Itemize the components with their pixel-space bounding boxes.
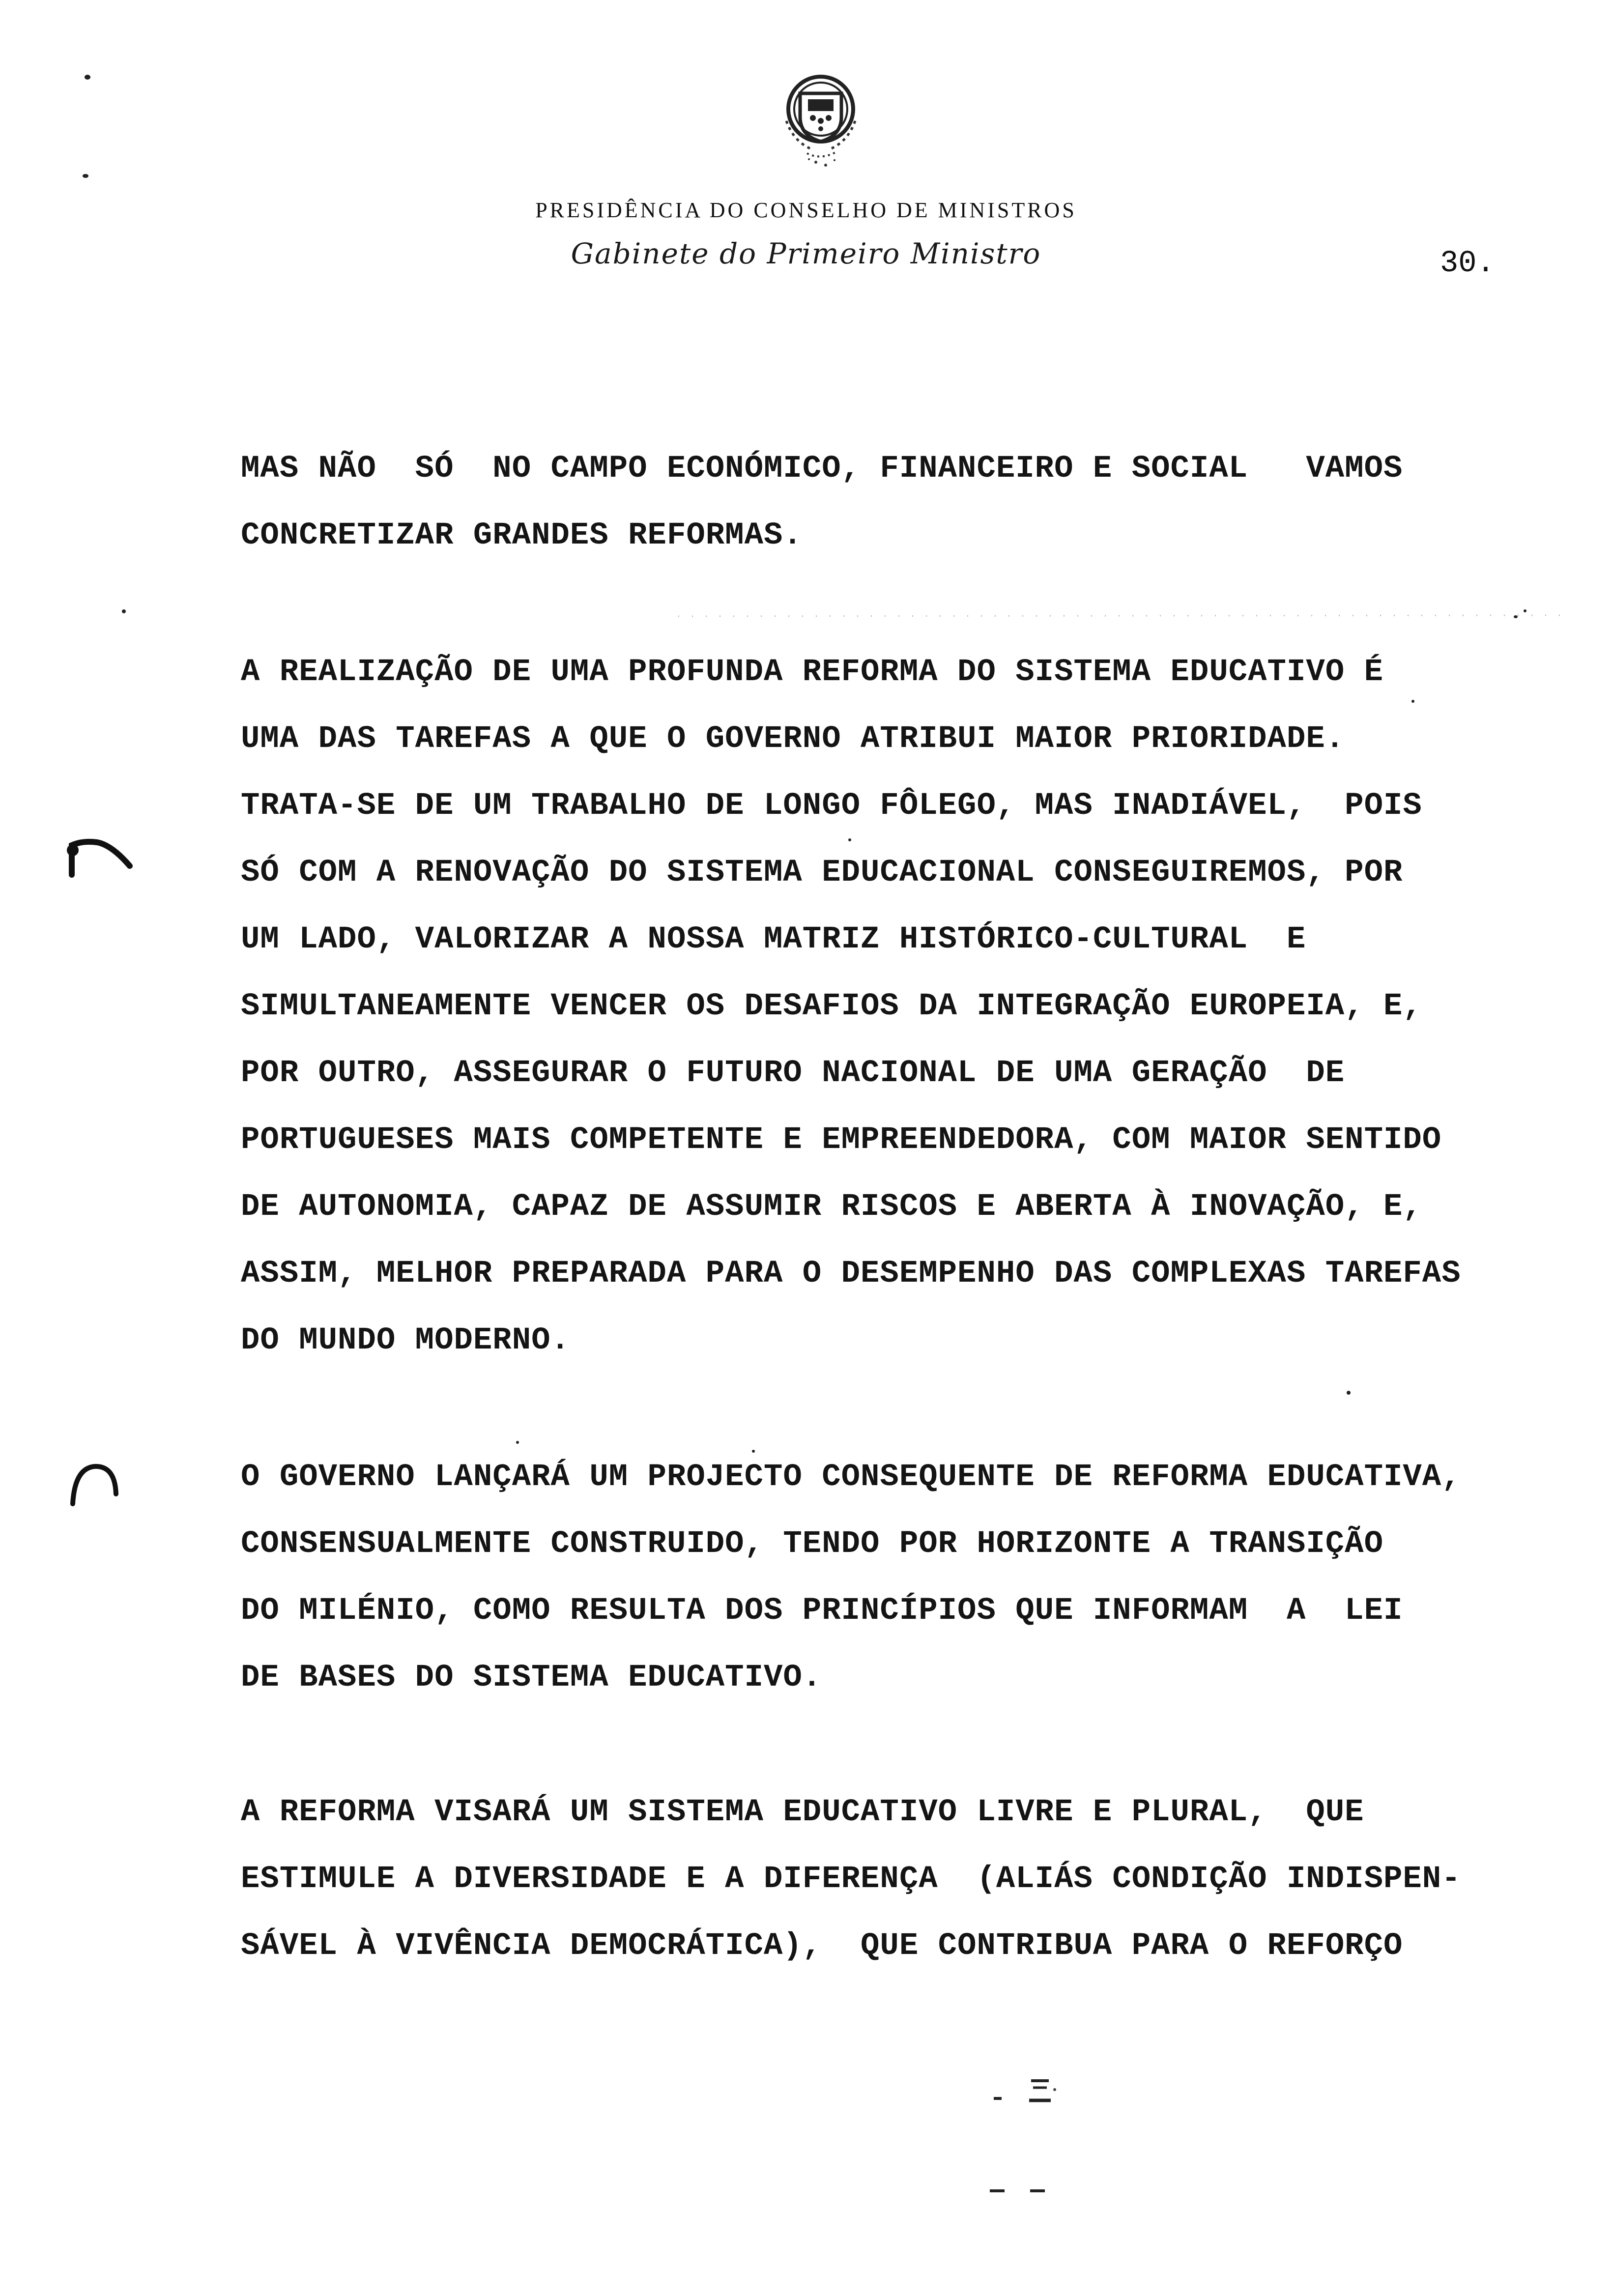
text-line: MAS NÃO SÓ NO CAMPO ECONÓMICO, FINANCEIRO E SOCIAL VAMOS bbox=[241, 451, 1403, 487]
text-line: POR OUTRO, ASSEGURAR O FUTURO NACIONAL DE UMA GERAÇÃO DE bbox=[241, 1056, 1345, 1091]
scan-speck bbox=[1347, 1391, 1351, 1395]
paragraph-economic-reforms bbox=[241, 435, 1538, 569]
handwritten-arc-mark-icon bbox=[68, 1460, 122, 1509]
text-line: CONCRETIZAR GRANDES REFORMAS. bbox=[241, 518, 803, 553]
scan-speck bbox=[85, 75, 90, 80]
text-line: O GOVERNO LANÇARÁ UM PROJECTO CONSEQUENTE DE REFORMA EDUCATIVA, bbox=[241, 1460, 1461, 1495]
text-line: ASSIM, MELHOR PREPARADA PARA O DESEMPENHO DAS COMPLEXAS TAREFAS bbox=[241, 1256, 1461, 1292]
scan-speck bbox=[752, 1450, 755, 1453]
text-line: DO MILÉNIO, COMO RESULTA DOS PRINCÍPIOS QUE INFORMAM A LEI bbox=[241, 1593, 1403, 1629]
scan-speck bbox=[1411, 700, 1414, 703]
scan-speck bbox=[122, 609, 126, 613]
text-line: SIMULTANEAMENTE VENCER OS DESAFIOS DA INTEGRAÇÃO EUROPEIA, E, bbox=[241, 989, 1422, 1024]
text-line: A REALIZAÇÃO DE UMA PROFUNDA REFORMA DO SISTEMA EDUCATIVO É bbox=[241, 655, 1383, 690]
handwritten-hook-mark-icon bbox=[63, 831, 137, 885]
scan-dotted-trail bbox=[678, 606, 1563, 626]
text-line: SÓ COM A RENOVAÇÃO DO SISTEMA EDUCACIONAL CONSEGUIREMOS, POR bbox=[241, 855, 1403, 890]
text-line: CONSENSUALMENTE CONSTRUIDO, TENDO POR HORIZONTE A TRANSIÇÃO bbox=[241, 1526, 1383, 1562]
bottom-dash-marks-icon bbox=[983, 2186, 1052, 2196]
text-line: UM LADO, VALORIZAR A NOSSA MATRIZ HISTÓRICO-CULTURAL E bbox=[241, 922, 1306, 957]
text-line: PORTUGUESES MAIS COMPETENTE E EMPREENDEDORA, COM MAIOR SENTIDO bbox=[241, 1122, 1442, 1158]
paragraph-education-reform bbox=[241, 639, 1538, 1374]
text-line: DO MUNDO MODERNO. bbox=[241, 1323, 570, 1358]
page-number: 30. bbox=[1440, 246, 1495, 281]
text-line: SÁVEL À VIVÊNCIA DEMOCRÁTICA), QUE CONTRIBUA PARA O REFORÇO bbox=[241, 1928, 1403, 1964]
office-heading: PRESIDÊNCIA DO CONSELHO DE MINISTROS bbox=[535, 198, 1077, 222]
text-line: TRATA-SE DE UM TRABALHO DE LONGO FÔLEGO, MAS INADIÁVEL, POIS bbox=[241, 788, 1422, 824]
text-line: ESTIMULE A DIVERSIDADE E A DIFERENÇA (ALIÁS CONDIÇÃO INDISPEN- bbox=[241, 1862, 1461, 1897]
text-line: UMA DAS TAREFAS A QUE O GOVERNO ATRIBUI MAIOR PRIORIDADE. bbox=[241, 721, 1345, 757]
small-stamp-mark-icon bbox=[988, 2073, 1057, 2122]
text-line: DE AUTONOMIA, CAPAZ DE ASSUMIR RISCOS E ABERTA À INOVAÇÃO, E, bbox=[241, 1189, 1422, 1225]
scan-speck bbox=[848, 838, 851, 841]
paragraph-plural-system bbox=[241, 1779, 1538, 1980]
scan-speck bbox=[83, 174, 88, 178]
paragraph-reform-project bbox=[241, 1444, 1538, 1711]
coat-of-arms-seal-icon bbox=[762, 64, 880, 182]
text-line: A REFORMA VISARÁ UM SISTEMA EDUCATIVO LIVRE E PLURAL, QUE bbox=[241, 1795, 1364, 1830]
scan-speck bbox=[516, 1441, 519, 1444]
cabinet-subheading: Gabinete do Primeiro Ministro bbox=[571, 237, 1041, 270]
text-line: DE BASES DO SISTEMA EDUCATIVO. bbox=[241, 1660, 822, 1695]
